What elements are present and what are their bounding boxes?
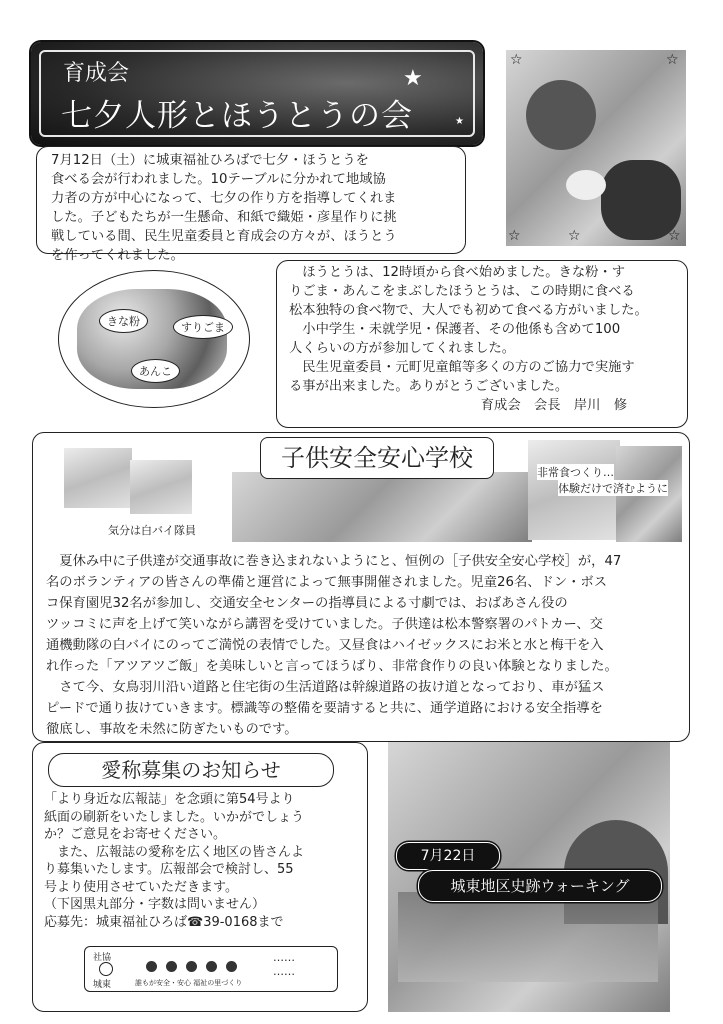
star-outline-icon: ☆ <box>666 52 679 68</box>
caption-food-2: 体験だけで済むように <box>558 482 668 495</box>
nickname-blank-dot <box>186 961 197 972</box>
houtou-text: ほうとうは、12時頃から食べ始めました。きな粉・す りごま・あんこをまぶしたほうとうは、この時期に食べる 松本独特の食べ物で、大人でも初めて食べる方がいました。 小中学生・未就学児・保護者、その他係も含めて100 人くらいの方が参加してくれました。 民生児童委員・元町児童館等多くの方のご協力で実施す る事が出来ました。ありがとうございました。 <box>289 265 648 394</box>
tanabata-photo <box>506 50 686 246</box>
houtou-illustration <box>58 270 250 408</box>
label-surigoma: すりごま <box>173 315 233 339</box>
intro-text: 7月12日（土）に城東福祉ひろばで七夕・ほうとうを 食べる会が行われました。10テーブルに分かれて地域協 力者の方が中心になって、七夕の作り方を指導してくれま した。子どもたちが一生懸命、和紙で織姫・彦星作りに挑 戦している間、民生児童委員と育成会の方々が、ほうとう を作ってくれました。 <box>51 153 397 263</box>
school-photo-bike <box>130 460 192 514</box>
star-icon: ★ <box>455 116 464 127</box>
logo-slogan: 誰もが安全・安心 福祉の里づくり <box>135 979 243 987</box>
logo-dotted-1: …… <box>273 951 295 964</box>
houtou-signature: 育成会 会長 岸川 修 <box>480 398 627 413</box>
school-photo-crowd <box>232 472 532 542</box>
nickname-blank-dot <box>206 961 217 972</box>
star-outline-icon: ☆ <box>668 228 681 244</box>
intro-box <box>36 146 466 263</box>
walking-title: 城東地区史跡ウォーキング <box>418 870 662 902</box>
nickname-blank-dot <box>166 961 177 972</box>
school-photo-bike <box>64 448 132 508</box>
nickname-text: 「より身近な広報誌」を念頭に第54号より 紙面の刷新をいたしました。いかがでしょう か？ご意見をお寄せください。 また、広報誌の愛称を広く地区の皆さんよ り募集いたします。広報部会で検討し、55 号より使用させていただきます。 （下図黒丸部分・字数は問いません） <box>44 792 305 912</box>
star-outline-icon: ☆ <box>568 228 581 244</box>
school-title: 子供安全安心学校 <box>260 437 494 479</box>
banner-subtitle: 育成会 <box>63 61 130 86</box>
nickname-blank-dot <box>226 961 237 972</box>
walking-date: 7月22日 <box>396 842 500 870</box>
caption-food-1: 非常食つくり… <box>537 466 614 479</box>
header-banner <box>31 42 483 145</box>
logo-dotted-2: …… <box>273 965 295 978</box>
houtou-box <box>276 260 688 428</box>
walkers-crowd <box>398 892 658 982</box>
school-body <box>46 551 676 765</box>
nickname-body <box>44 791 364 931</box>
photo-detail <box>566 170 606 200</box>
banner-title: 七夕人形とほうとうの会 <box>61 98 413 134</box>
logo-mark-icon <box>99 962 113 976</box>
logo-bottom: 城東 <box>93 980 112 990</box>
nickname-blank-dot <box>146 961 157 972</box>
nickname-apply: 応募先：城東福祉ひろば☎39-0168まで <box>44 914 284 930</box>
school-text: 夏休み中に子供達が交通事故に巻き込まれないようにと、恒例の［子供安全安心学校］が，47 名のボランティアの皆さんの準備と運営によって無事開催されました。児童26名、ドン・ボス コ保育園児32名が参加し、交通安全センターの指導員による寸劇では、おばあさん役の ツッコミに声を上げて笑いながら講習を受けていました。子供達は松本警察署のパトカー、交 通機動隊の白バイにのってご満悦の表情でした。又昼食はハイゼックスにお米と水と梅干を入 れ作った「アツアツご飯」を美味しいと言ってほうばり、非常食作りの良い体験となりました。 さて今、女鳥羽川沿い道路と住宅街の生活道路は幹線道路の抜け道となっており、車が猛ス ピードで通り抜けていきます。標識等の整備を要請すると共に、通学道路における安全指導を 徹底し、事故を未然に防ぎたいものです。 <box>46 554 622 737</box>
label-anko: あんこ <box>131 359 180 383</box>
star-outline-icon: ☆ <box>508 228 521 244</box>
caption-bike: 気分は白バイ隊員 <box>108 524 196 537</box>
photo-figure <box>526 80 596 150</box>
star-icon: ★ <box>403 66 423 91</box>
star-outline-icon: ☆ <box>510 52 523 68</box>
logo-top: 社協 <box>93 953 112 963</box>
nickname-title: 愛称募集のお知らせ <box>48 753 334 787</box>
label-kinako: きな粉 <box>99 309 148 333</box>
